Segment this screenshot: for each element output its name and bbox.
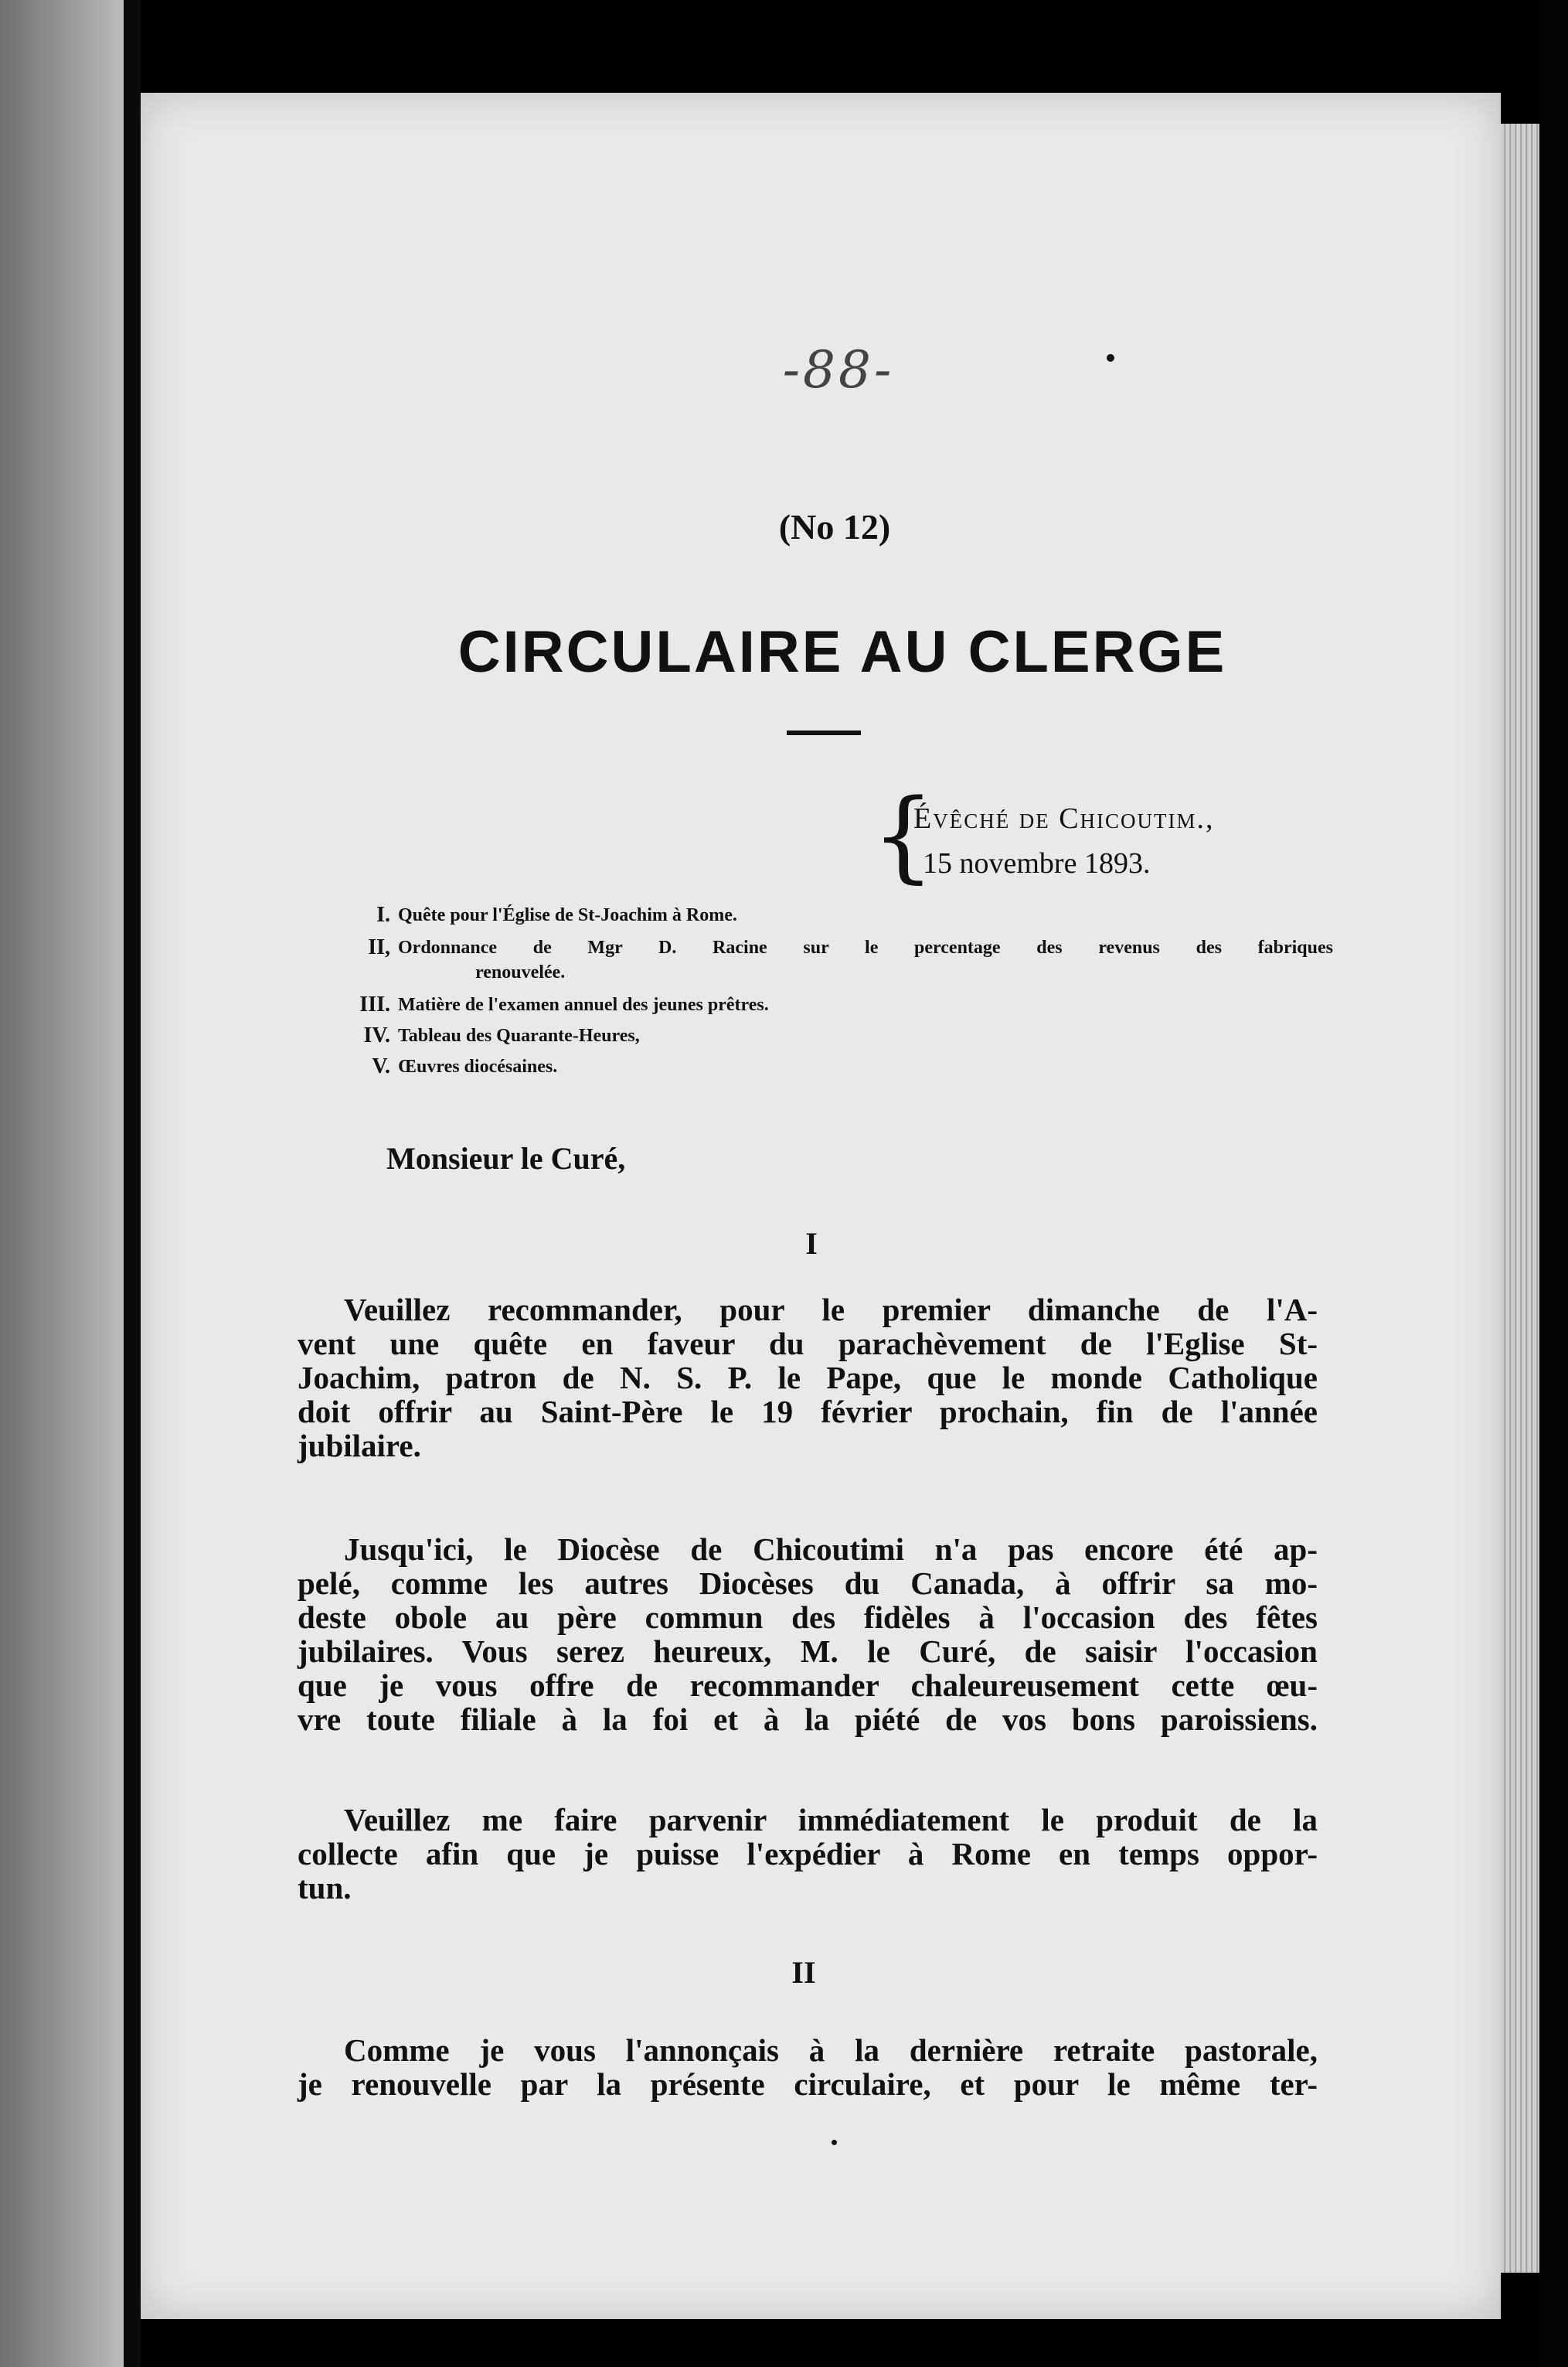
summary-item-text: Matière de l'examen annuel des jeunes prêtres. <box>398 995 769 1015</box>
paragraph-line: pelé, comme les autres Diocèses du Canada, à offrir sa mo- <box>298 1565 1318 1601</box>
binding-shadow <box>124 0 141 2367</box>
summary-item <box>344 1023 1333 1048</box>
paragraph-line: Comme je vous l'annonçais à la dernière retraite pastorale, <box>344 2032 1318 2068</box>
summary-item-number: V. <box>372 1054 390 1078</box>
paragraph-line: Veuillez me faire parvenir immédiatement le produit de la <box>344 1802 1318 1837</box>
paragraph-line: jubilaire. <box>298 1428 421 1463</box>
paragraph <box>298 2033 1318 2101</box>
summary-item-number: II, <box>368 935 390 959</box>
paragraph-line: Veuillez recommander, pour le premier dimanche de l'A- <box>344 1292 1318 1327</box>
ink-speck <box>1107 354 1114 362</box>
paragraph-line: collecte afin que je puisse l'expédier à Rome en temps oppor- <box>298 1836 1318 1871</box>
paragraph-line: vre toute filiale à la foi et à la piété de vos bons paroissiens. <box>298 1701 1318 1737</box>
summary-item-text: Tableau des Quarante-Heures, <box>398 1026 640 1046</box>
summary-item-text: Ordonnance de Mgr D. Racine sur le percentage des revenus des fabriques <box>398 938 1333 958</box>
circular-number: (No 12) <box>778 507 891 547</box>
paragraph-line: Joachim, patron de N. S. P. le Pape, que le monde Catholique <box>298 1360 1318 1395</box>
summary-item-text: Quête pour l'Église de St-Joachim à Rome. <box>398 905 737 925</box>
ink-speck <box>832 2140 837 2145</box>
summary-item-number: I. <box>376 903 390 927</box>
dateline <box>913 796 1346 886</box>
paragraph-line: vent une quête en faveur du parachèvement de l'Eglise St- <box>298 1326 1318 1361</box>
paragraph <box>298 1803 1318 1905</box>
brace-mark: { <box>872 778 935 894</box>
summary-item <box>344 935 1333 960</box>
title-rule <box>787 731 861 735</box>
dateline-place: Évêché de Chicoutim., <box>913 802 1215 835</box>
dateline-date: 15 novembre 1893. <box>923 847 1151 880</box>
paragraph <box>298 1292 1318 1463</box>
right-border <box>1539 0 1568 2367</box>
paragraph-line: jubilaires. Vous serez heureux, M. le Curé, de saisir l'occasion <box>298 1633 1318 1669</box>
page-stack-edge <box>1501 124 1539 2273</box>
summary-item-number: III. <box>359 993 390 1017</box>
paragraph-line: deste obole au père commun des fidèles à l'occasion des fêtes <box>298 1599 1318 1635</box>
salutation: Monsieur le Curé, <box>386 1141 626 1176</box>
summary-item-number: IV. <box>363 1023 390 1047</box>
paragraph-line: tun. <box>298 1870 352 1906</box>
paragraph-line: Jusqu'ici, le Diocèse de Chicoutimi n'a pas encore été ap- <box>344 1531 1318 1567</box>
page-title: CIRCULAIRE AU CLERGE <box>457 619 1227 685</box>
section-heading-1: I <box>805 1226 818 1261</box>
paragraph <box>298 1532 1318 1736</box>
section-heading-2: II <box>791 1955 816 1990</box>
summary-item-text: Œuvres diocésaines. <box>398 1057 558 1077</box>
paragraph-line: je renouvelle par la présente circulaire, et pour le même ter- <box>298 2066 1318 2102</box>
previous-page-edge <box>0 0 124 2367</box>
paragraph-line: doit offrir au Saint-Père le 19 février prochain, fin de l'année <box>298 1394 1318 1429</box>
summary-item <box>344 993 1333 1017</box>
handwritten-page-number: -88- <box>782 340 895 400</box>
summary-item <box>344 1054 1333 1079</box>
summary-item-continuation: renouvelée. <box>475 962 566 983</box>
paragraph-line: que je vous offre de recommander chaleureusement cette œu- <box>298 1667 1318 1703</box>
summary-item <box>344 903 1333 928</box>
summary-list <box>344 903 1333 1079</box>
